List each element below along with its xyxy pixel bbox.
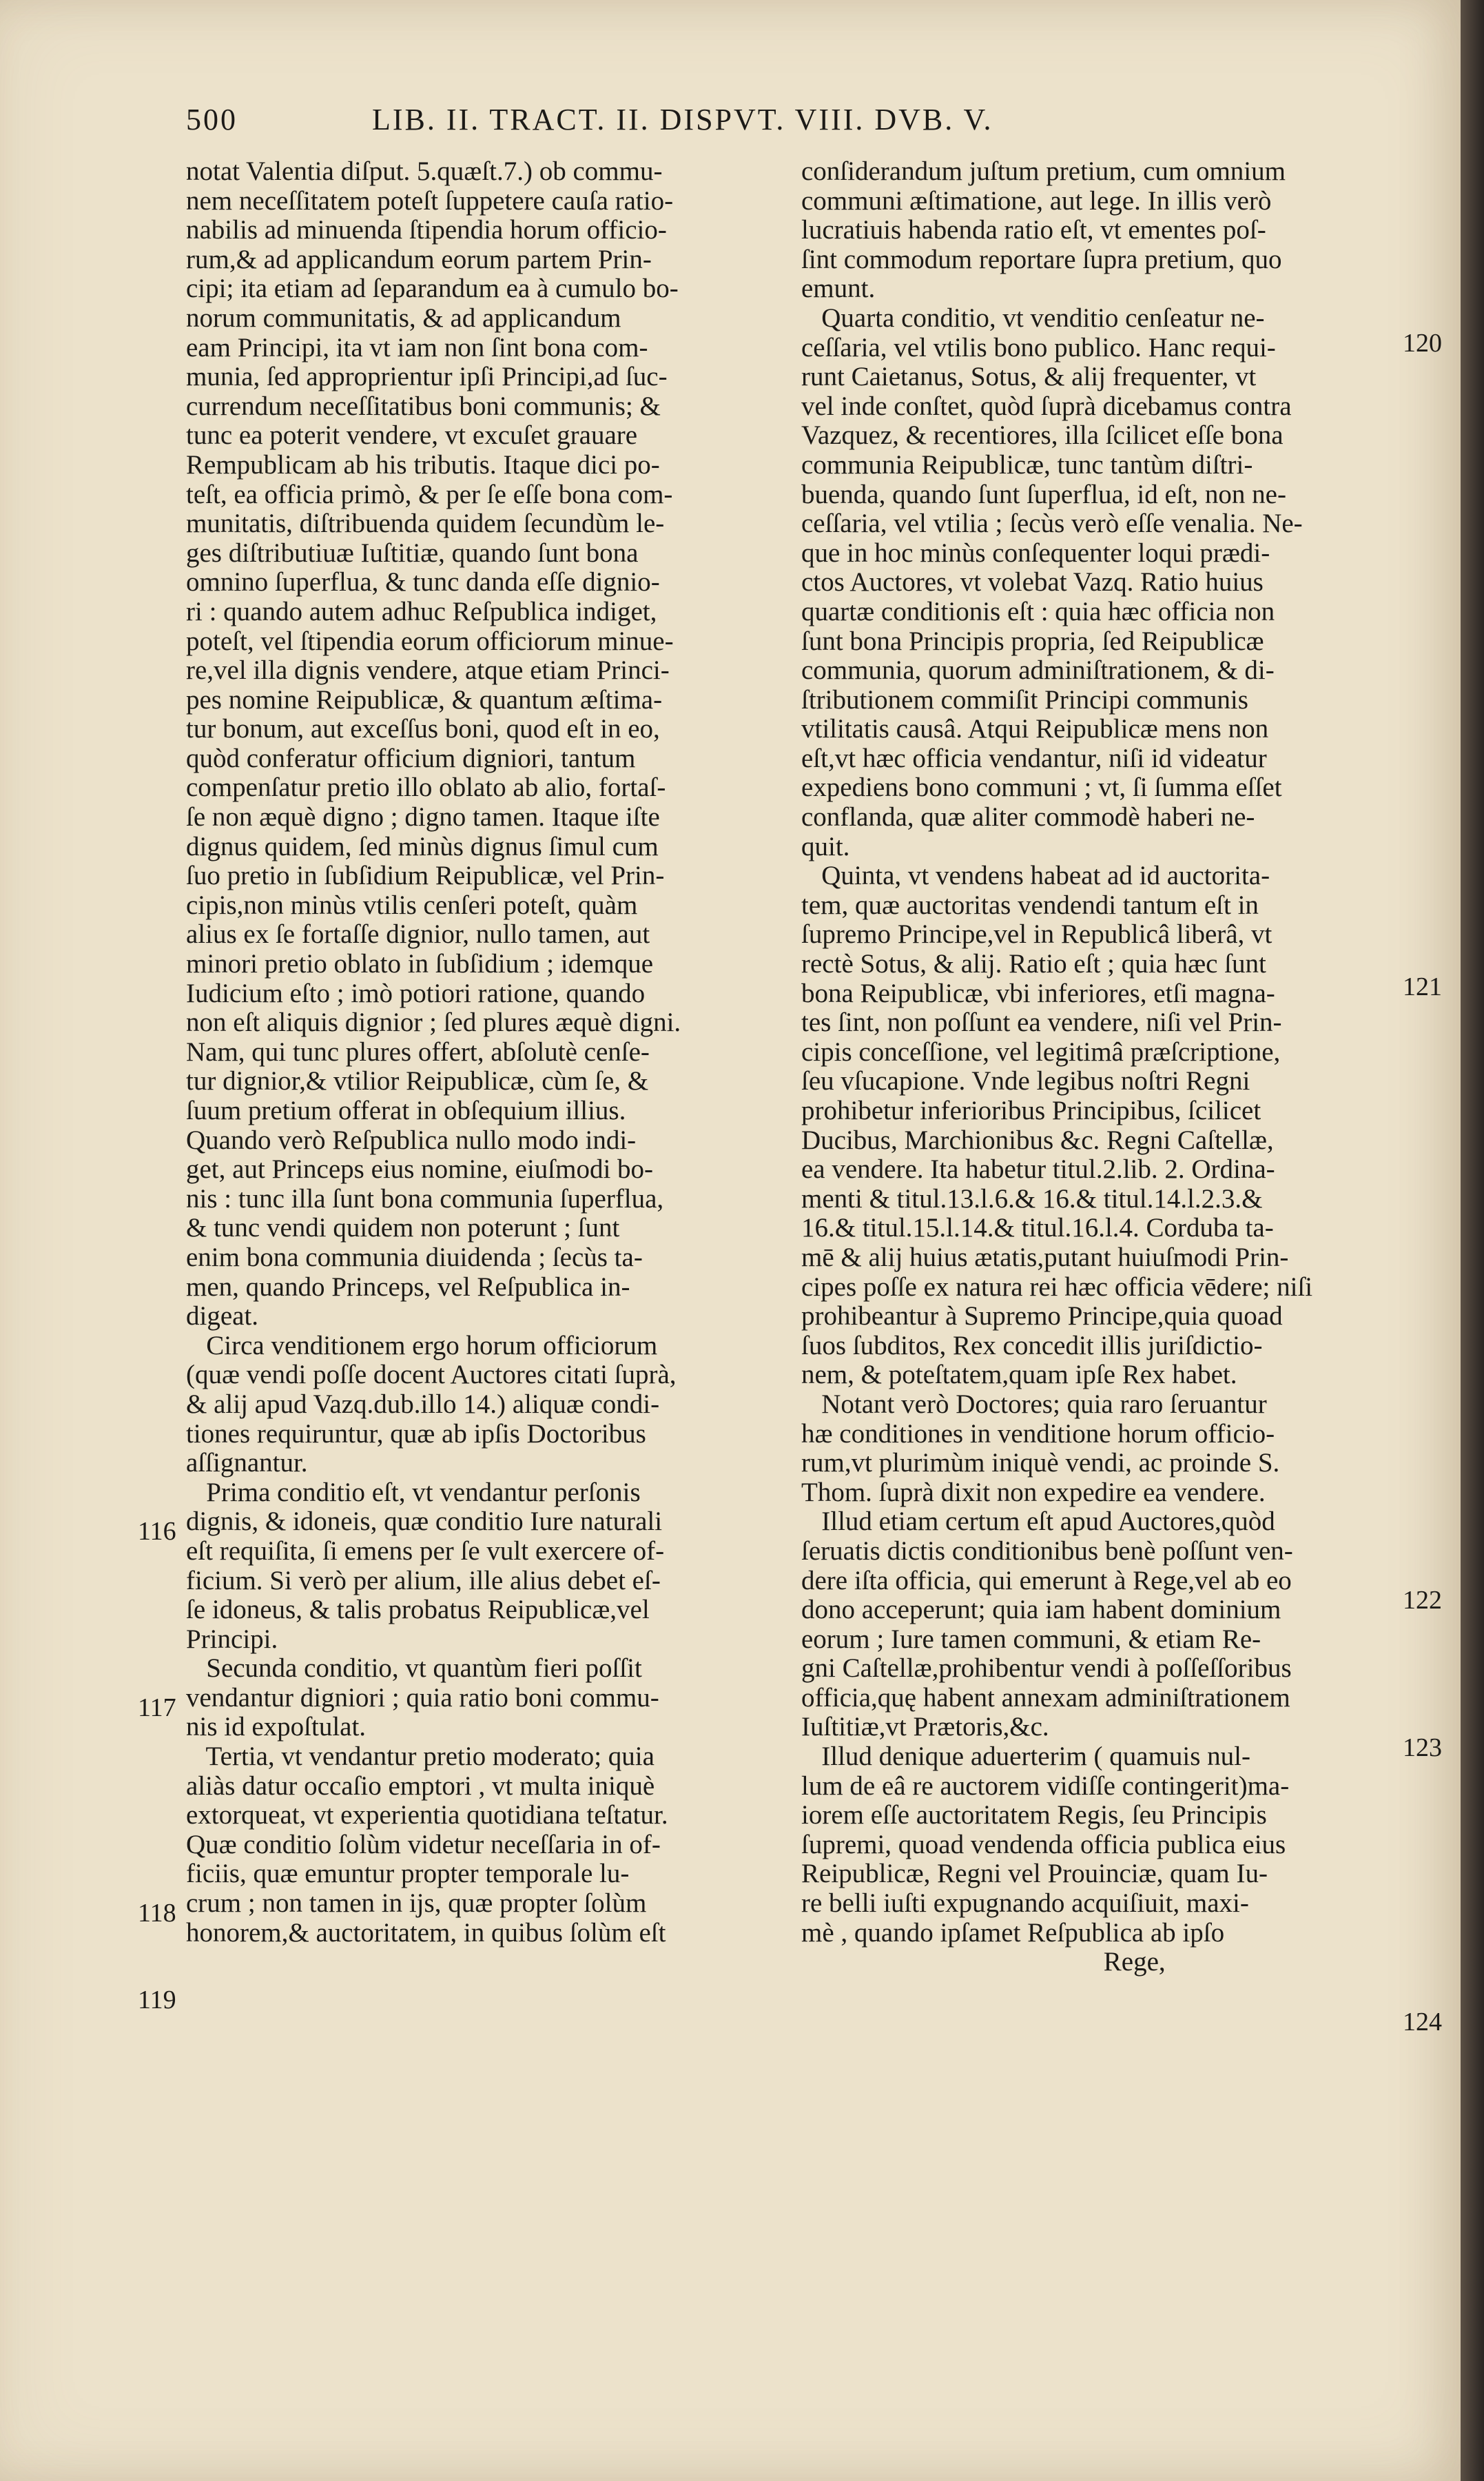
text-line: notat Valentia diſput. 5.quæſt.7.) ob commu- [186, 157, 663, 186]
text-line: vtilitatis causâ. Atqui Reipublicæ mens non [801, 714, 1269, 744]
text-line: eſt requiſita, ſi emens per ſe vult exercere of- [186, 1535, 665, 1566]
text-line: runt Caietanus, Sotus, & alij frequenter, vt [801, 362, 1257, 392]
text-line: cipis conceſſione, vel legitimâ præſcriptione, [801, 1037, 1281, 1067]
text-line: compenſatur pretio illo oblato ab alio, fortaſ- [186, 773, 666, 803]
text-line: (quæ vendi poſſe docent Auctores citati ſuprà, [186, 1360, 677, 1390]
page-number: 500 [186, 103, 238, 136]
text-line: nis : tunc illa ſunt bona communia ſuperflua, [186, 1183, 664, 1214]
margin-number-122: 122 [1403, 1586, 1442, 1615]
text-line: re belli iuſti expugnando acquiſiuit, maxi- [801, 1888, 1249, 1919]
text-line: crum ; non tamen in ijs, quæ propter ſolùm [186, 1888, 647, 1919]
text-line: quit. [801, 831, 850, 861]
text-line: ſtributionem commiſit Principi communis [801, 684, 1248, 715]
text-line: alius ex ſe fortaſſe dignior, nullo tamen, aut [186, 919, 650, 950]
margin-number-119: 119 [138, 1985, 176, 2014]
text-line: mè , quando ipſamet Reſpublica ab ipſo [801, 1917, 1225, 1948]
text-line: dono acceperunt; quia iam habent dominium [801, 1595, 1281, 1625]
text-line: Iudicium eſto ; imò potiori ratione, quando [186, 978, 646, 1008]
text-line: tur bonum, aut exceſſus boni, quod eſt in eo, [186, 714, 660, 744]
text-line: ficiis, quæ emuntur propter temporale lu- [186, 1859, 630, 1889]
text-line: Iuſtitiæ,vt Prætoris,&c. [801, 1712, 1049, 1742]
text-line: Tertia, vt vendantur pretio moderato; quia [186, 1742, 655, 1772]
running-head [186, 102, 1378, 143]
text-line: ea vendere. Ita habetur titul.2.lib. 2. Ordina- [801, 1154, 1275, 1185]
text-line: & alij apud Vazq.dub.illo 14.) aliquæ condi- [186, 1389, 660, 1419]
text-line: munia, ſed approprientur ipſi Principi,ad ſuc- [186, 362, 668, 392]
text-line: rum,& ad applicandum eorum partem Prin- [186, 244, 652, 274]
margin-number-123: 123 [1403, 1733, 1442, 1762]
text-line: eſt,vt hæc officia vendantur, niſi id videatur [801, 743, 1267, 773]
text-line: men, quando Princeps, vel Reſpublica in- [186, 1272, 630, 1302]
text-line: eam Principi, ita vt iam non ſint bona com- [186, 332, 648, 363]
text-line: Circa venditionem ergo horum officiorum [186, 1330, 658, 1360]
text-line: ſunt bona Principis propria, ſed Reipublicæ [801, 626, 1264, 656]
margin-number-117: 117 [138, 1693, 176, 1722]
text-line: nabilis ad minuenda ſtipendia horum officio- [186, 215, 667, 245]
text-line: hæ conditiones in venditione horum officio- [801, 1418, 1275, 1449]
margin-number-124: 124 [1403, 2008, 1442, 2036]
text-line: aſſignantur. [186, 1448, 308, 1478]
text-line: Prima conditio eſt, vt vendantur perſonis [186, 1477, 641, 1507]
text-line: Illud denique aduerterim ( quamuis nul- [801, 1742, 1250, 1772]
text-line: minori pretio oblato in ſubſidium ; idemque [186, 949, 654, 979]
text-line: Quæ conditio ſolùm videtur neceſſaria in of- [186, 1829, 661, 1859]
text-line: ficium. Si verò per alium, ille alius debet eſ- [186, 1565, 661, 1595]
text-line: tiones requiruntur, quæ ab ipſis Doctoribus [186, 1418, 646, 1449]
text-line: tur dignior,& vtilior Reipublicæ, cùm ſe, & [186, 1066, 649, 1096]
text-line: prohibeantur à Supremo Principe,quia quoad [801, 1301, 1283, 1331]
text-line: dignis, & idoneis, quæ conditio Iure naturali [186, 1507, 663, 1537]
text-line: teſt, ea officia primò, & per ſe eſſe bona com- [186, 479, 673, 509]
text-line: communia Reipublicæ, tunc tantùm diſtri- [801, 449, 1253, 480]
text-line: ſint commodum reportare ſupra pretium, quo [801, 244, 1282, 274]
text-line: emunt. [801, 274, 876, 304]
text-line: menti & titul.13.l.6.& 16.& titul.14.l.2.3.& [801, 1183, 1263, 1214]
text-line: Principi. [186, 1624, 278, 1654]
text-line: non eſt aliquis dignior ; ſed plures æquè digni. [186, 1008, 681, 1038]
text-line: ſupremo Principe,vel in Republicâ liberâ, vt [801, 919, 1272, 950]
text-line: quartæ conditionis eſt : quia hæc officia non [801, 596, 1275, 626]
text-line: bona Reipublicæ, vbi inferiores, etſi magna- [801, 978, 1275, 1008]
text-line: get, aut Princeps eius nomine, eiuſmodi bo- [186, 1154, 654, 1185]
text-line: Quinta, vt vendens habeat ad id auctorita- [801, 861, 1270, 891]
text-line: ctos Auctores, vt volebat Vazq. Ratio huius [801, 567, 1264, 598]
text-line: communia, quorum adminiſtrationem, & di- [801, 655, 1275, 686]
text-line: Nam, qui tunc plures offert, abſolutè cenſe- [186, 1037, 650, 1067]
text-line: buenda, quando ſunt ſuperflua, id eſt, non ne- [801, 479, 1286, 509]
text-line: ſuum pretium offerat in obſequium illius. [186, 1096, 626, 1125]
text-line: Ducibus, Marchionibus &c. Regni Caſtellæ, [801, 1125, 1274, 1155]
right-text-column [801, 157, 1394, 2349]
book-gutter-edge [1461, 0, 1484, 2481]
text-line: re,vel illa dignis vendere, atque etiam Princi- [186, 655, 670, 686]
text-line: poteſt, vel ſtipendia eorum officiorum minue- [186, 626, 674, 656]
text-line: Rege, [801, 1947, 1166, 1977]
text-line: enim bona communia diuidenda ; ſecùs ta- [186, 1242, 643, 1272]
text-line: ſuos ſubditos, Rex concedit illis juriſdictio- [801, 1330, 1263, 1360]
text-line: honorem,& auctoritatem, in quibus ſolùm eſt [186, 1917, 666, 1948]
text-line: vendantur digniori ; quia ratio boni commu- [186, 1682, 659, 1713]
text-line: cipes poſſe ex natura rei hæc officia vēdere; niſi [801, 1272, 1313, 1302]
text-line: digeat. [186, 1301, 259, 1331]
text-line: conflanda, quæ aliter commodè haberi ne- [801, 802, 1255, 833]
text-line: lucratiuis habenda ratio eſt, vt ementes poſ- [801, 215, 1266, 245]
text-line: rectè Sotus, & alij. Ratio eſt ; quia hæc ſunt [801, 949, 1266, 979]
text-line: Quando verò Reſpublica nullo modo indi- [186, 1125, 637, 1155]
text-line: nem neceſſitatem poteſt ſuppetere cauſa ratio- [186, 185, 674, 216]
text-line: tes ſint, non poſſunt ea vendere, niſi vel Prin- [801, 1008, 1282, 1038]
text-line: communi æſtimatione, aut lege. In illis verò [801, 185, 1272, 216]
text-line: munitatis, diſtribuenda quidem ſecundùm le- [186, 509, 665, 539]
text-line: officia,quę habent annexam adminiſtrationem [801, 1682, 1290, 1713]
text-line: cipi; ita etiam ad ſeparandum ea à cumulo bo- [186, 274, 679, 304]
text-line: quòd conferatur officium digniori, tantum [186, 743, 636, 773]
text-line: que in hoc minùs conſequenter loqui prædi- [801, 538, 1270, 568]
text-line: ceſſaria, vel vtilia ; ſecùs verò eſſe venalia. Ne- [801, 509, 1303, 539]
text-line: norum communitatis, & ad applicandum [186, 303, 621, 333]
text-line: 16.& titul.15.l.14.& titul.16.l.4. Corduba ta- [801, 1213, 1274, 1243]
text-line: rum,vt plurimùm iniquè vendi, ac proinde S. [801, 1448, 1280, 1478]
text-line: Vazquez, & recentiores, illa ſcilicet eſſe bona [801, 420, 1284, 451]
text-line: ges diſtributiuæ Iuſtitiæ, quando ſunt bona [186, 538, 639, 568]
margin-number-121: 121 [1403, 972, 1442, 1001]
text-line: extorqueat, vt experientia quotidiana teſtatur. [186, 1800, 668, 1830]
text-line: Illud etiam certum eſt apud Auctores,quòd [801, 1507, 1275, 1537]
text-line: gni Caſtellæ,prohibentur vendi à poſſeſſoribus [801, 1653, 1292, 1684]
text-line: dignus quidem, ſed minùs dignus ſimul cum [186, 831, 659, 861]
text-line: currendum neceſſitatibus boni communis; & [186, 391, 661, 421]
text-line: nis id expoſtulat. [186, 1712, 367, 1742]
text-line: ri : quando autem adhuc Reſpublica indiget, [186, 596, 657, 626]
text-line: vel inde conſtet, quòd ſuprà dicebamus contra [801, 391, 1292, 421]
margin-number-116: 116 [138, 1517, 176, 1546]
text-line: iorem eſſe auctoritatem Regis, ſeu Principis [801, 1800, 1267, 1830]
text-line: lum de eâ re auctorem vidiſſe contingerit)ma- [801, 1770, 1290, 1801]
text-line: tem, quæ auctoritas vendendi tantum eſt in [801, 890, 1259, 920]
text-line: mē & alij huius ætatis,putant huiuſmodi Prin- [801, 1242, 1289, 1272]
text-line: Notant verò Doctores; quia raro ſeruantur [801, 1389, 1267, 1419]
text-line: ſuo pretio in ſubſidium Reipublicæ, vel Prin- [186, 861, 665, 891]
text-line: conſiderandum juſtum pretium, cum omnium [801, 157, 1286, 186]
text-line: ſupremi, quoad vendenda officia publica eius [801, 1829, 1286, 1859]
text-line: ſeruatis dictis conditionibus benè poſſunt ven- [801, 1535, 1293, 1566]
text-line: Rempublicam ab his tributis. Itaque dici po- [186, 449, 660, 480]
text-line: Reipublicæ, Regni vel Prouinciæ, quam Iu- [801, 1859, 1268, 1889]
text-line: tunc ea poterit vendere, vt excuſet grauare [186, 420, 638, 451]
text-line: aliàs datur occaſio emptori , vt multa iniquè [186, 1770, 655, 1801]
text-line: Quarta conditio, vt venditio cenſeatur ne- [801, 303, 1265, 333]
text-line: omnino ſuperflua, & tunc danda eſſe dignio- [186, 567, 660, 598]
running-head-title: LIB. II. TRACT. II. DISPVT. VIII. DVB. V. [372, 103, 993, 136]
left-text-column [186, 157, 772, 2383]
text-line: ſe idoneus, & talis probatus Reipublicæ,vel [186, 1595, 650, 1625]
text-line: eorum ; Iure tamen communi, & etiam Re- [801, 1624, 1261, 1654]
text-line: & tunc vendi quidem non poterunt ; ſunt [186, 1213, 620, 1243]
text-line: prohibetur inferioribus Principibus, ſcilicet [801, 1096, 1261, 1125]
text-line: Secunda conditio, vt quantùm fieri poſſit [186, 1653, 642, 1684]
text-line: dere iſta officia, qui emerunt à Rege,vel ab eo [801, 1565, 1292, 1595]
text-line: expediens bono communi ; vt, ſi ſumma eſſet [801, 773, 1282, 803]
margin-number-120: 120 [1403, 329, 1442, 358]
text-line: nem, & poteſtatem,quam ipſe Rex habet. [801, 1360, 1237, 1390]
text-line: ceſſaria, vel vtilis bono publico. Hanc requi- [801, 332, 1276, 363]
text-line: ſe non æquè digno ; digno tamen. Itaque iſte [186, 802, 660, 833]
text-line: Thom. ſuprà dixit non expedire ea vendere. [801, 1477, 1266, 1507]
text-line: pes nomine Reipublicæ, & quantum æſtima- [186, 684, 663, 715]
text-line: cipis,non minùs vtilis cenſeri poteſt, quàm [186, 890, 638, 920]
text-line: ſeu vſucapione. Vnde legibus noſtri Regni [801, 1066, 1250, 1096]
margin-number-118: 118 [138, 1899, 176, 1928]
